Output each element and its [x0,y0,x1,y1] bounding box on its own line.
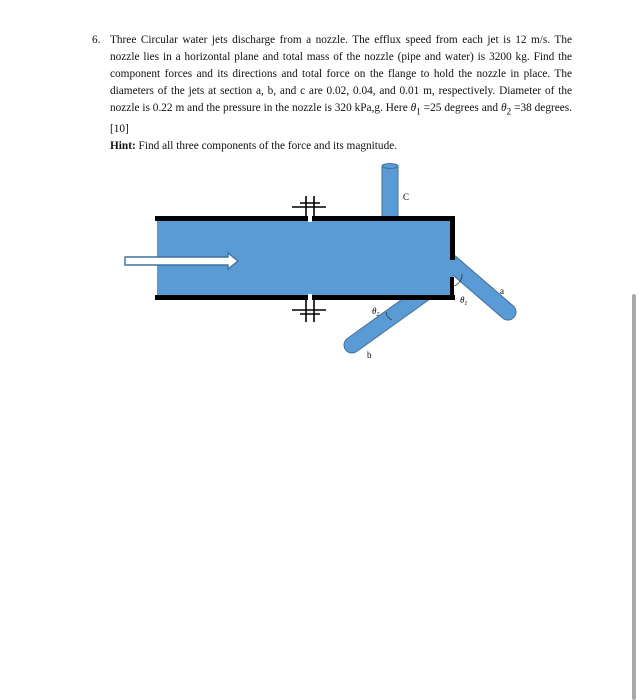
theta2-value: =38 degrees. [10] [110,102,572,136]
nozzle-diagram [120,162,520,367]
hint-label: Hint: [110,140,136,153]
label-theta2: $\theta_2$ [372,306,380,318]
problem-text [110,32,572,138]
scrollbar[interactable] [632,294,636,700]
hint [110,138,572,155]
pipe-wall-end [450,216,455,260]
theta1-subscript: 1 [416,107,421,118]
theta1-symbol: θ [410,102,417,114]
theta2-symbol: θ [500,102,507,114]
problem-number: 6. [92,34,101,46]
label-b: b [367,350,372,360]
theta1-value: =25 degrees and [420,102,501,114]
label-theta1: $\theta_1$ [460,295,468,307]
pipe-wall-top [155,216,455,221]
jet-c-end [382,164,398,169]
problem-statement [92,32,572,155]
label-a: a [500,286,504,296]
flange-gap-top [308,212,312,222]
pipe-wall-end-lower [450,277,454,297]
label-c: C [403,192,410,202]
hint-text: Find all three components of the force and its magnitude. [135,140,398,153]
flange-gap-bottom [308,294,312,304]
theta2-subscript: 2 [506,107,512,118]
pipe-wall-bottom [155,295,455,300]
problem-text-body: Three Circular water jets discharge from a nozzle. The efflux speed from each jet is 12 m/s. The nozzle lies in a horizontal plane and total mass of the nozzle (pipe and water) is 3200 kg. Find the component forces and its directions and total force on the flange to hold the nozzle in place. The diameters of the jets at section a, b, and c are 0.02, 0.04, and 0.01 m, respectively. Diameter of the nozzle is 0.22 m and the pressure in the nozzle is 320 kPa,g. Here [110,34,572,114]
